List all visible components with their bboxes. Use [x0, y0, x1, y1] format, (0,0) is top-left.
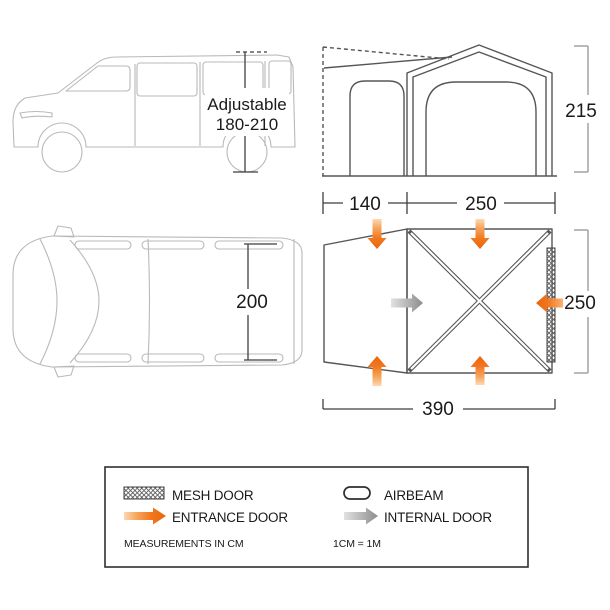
van-roof-seam [75, 241, 131, 249]
van-hood-arc [40, 239, 57, 364]
van-headlight [20, 112, 52, 119]
scale-note: 1CM = 1M [333, 538, 381, 550]
tunnel-width-value: 140 [349, 194, 381, 215]
van-front-wheel [42, 132, 82, 172]
van-pillar-line [148, 239, 150, 364]
van-roof-seam [215, 241, 283, 249]
entrance-door-label: ENTRANCE DOOR [172, 510, 288, 525]
adjustable-height-dimension [205, 52, 289, 172]
rear-width-value: 200 [236, 292, 268, 313]
airbeam-label: AIRBEAM [384, 488, 444, 503]
tent-outer-outline [407, 45, 552, 176]
height-dimension [563, 46, 603, 172]
body-width-value: 250 [465, 194, 497, 215]
van-mirror [54, 366, 74, 377]
airbeam-icon [344, 487, 370, 499]
width-dimension [323, 192, 555, 215]
connection-dashed-roof [323, 47, 449, 59]
van-rear-wheel [227, 132, 267, 172]
van-roof-seam [142, 241, 204, 249]
van-windshield [66, 66, 130, 91]
entrance-door-arrow-icon [471, 219, 490, 249]
entrance-door-arrow-icon [471, 356, 490, 385]
rear-width-dimension [233, 244, 277, 360]
van-roof-seam [75, 354, 131, 362]
mesh-door-label: MESH DOOR [172, 488, 254, 503]
entrance-door-arrow-icon [368, 356, 387, 386]
van-window [137, 63, 197, 96]
height-value: 215 [565, 101, 597, 122]
internal-door-label: INTERNAL DOOR [384, 510, 492, 525]
adjustable-range-label: 180-210 [215, 115, 279, 134]
van-roof-seam [142, 354, 204, 362]
legend [105, 467, 528, 567]
tent-inner-outline [413, 52, 546, 176]
depth-value: 250 [564, 293, 596, 314]
measurements-note: MEASUREMENTS IN CM [124, 538, 244, 550]
awning-front-view [322, 45, 557, 176]
van-windshield-arc [70, 240, 99, 363]
awning-floor-plan [324, 219, 570, 386]
mesh-door-swatch-icon [124, 487, 164, 499]
adjustable-label: Adjustable [207, 95, 287, 114]
length-dimension [323, 399, 555, 420]
van-roof-seam [215, 354, 283, 362]
tunnel-door-outline [350, 81, 404, 176]
length-value: 390 [422, 399, 454, 420]
van-mirror [54, 226, 74, 237]
depth-dimension [563, 230, 603, 373]
main-door-outline [426, 82, 536, 176]
